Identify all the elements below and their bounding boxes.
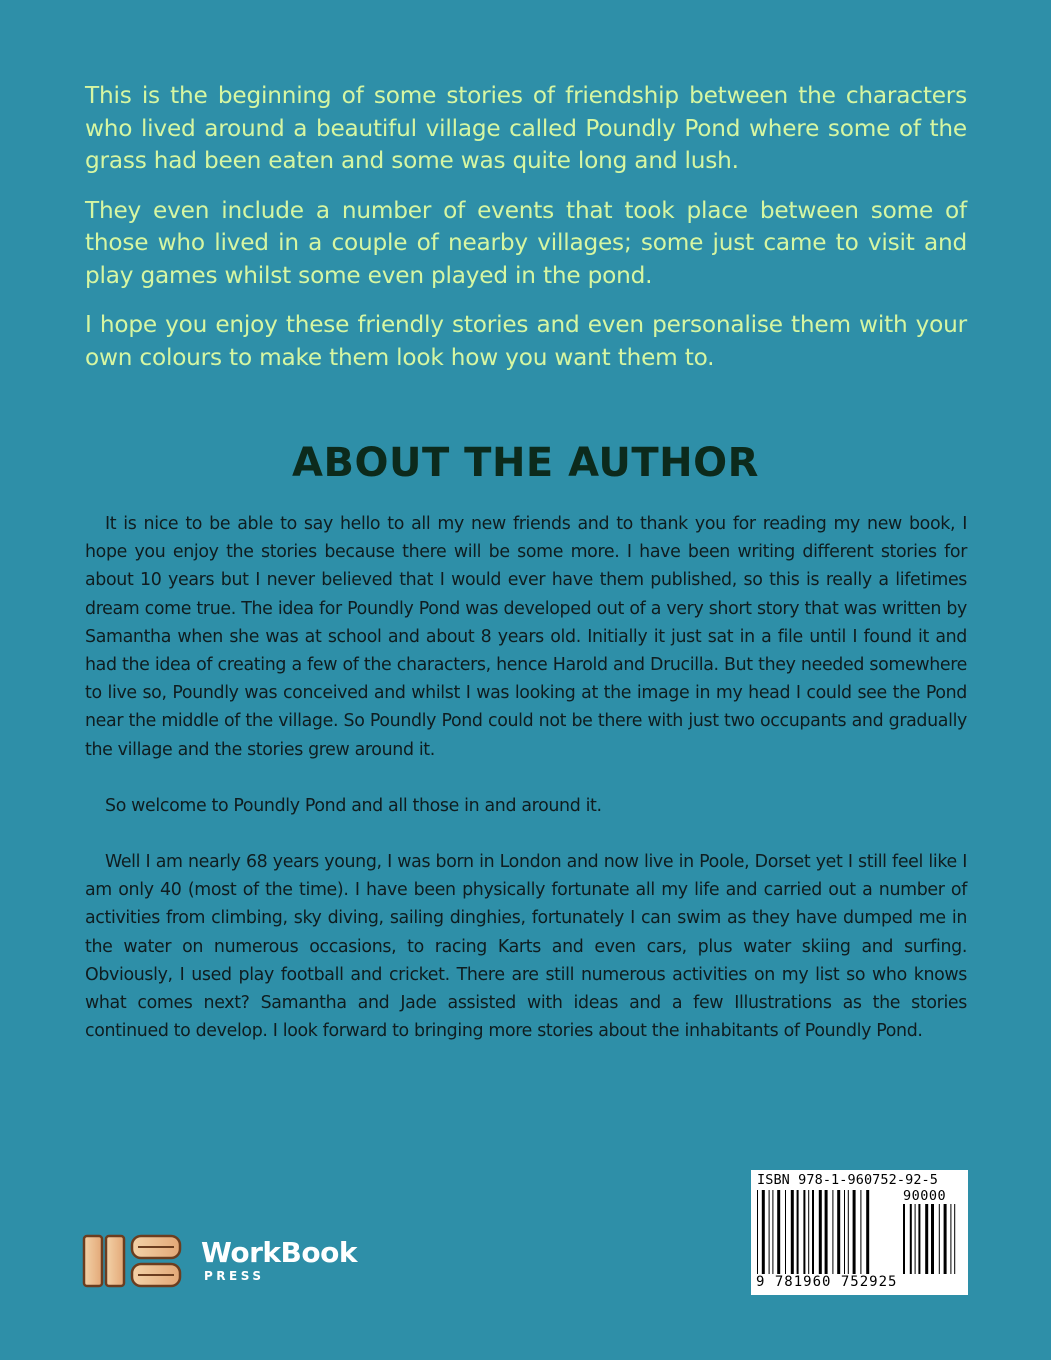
barcode-bar [825, 1190, 828, 1274]
barcode-bar [769, 1190, 770, 1274]
barcode-addon-bar [954, 1204, 955, 1274]
barcode-bar [848, 1190, 849, 1274]
about-author-heading: ABOUT THE AUTHOR [292, 440, 759, 486]
barcode-addon-bar [925, 1204, 928, 1274]
barcode-addon-bar [910, 1204, 912, 1274]
barcode-bar [832, 1190, 833, 1274]
barcode-bar [866, 1190, 869, 1274]
publisher-name: WorkBook [201, 1236, 357, 1269]
barcode-bar [797, 1190, 799, 1274]
barcode-bar [785, 1190, 786, 1274]
bio-paragraph-1: It is nice to be able to say hello to all my new friends and to thank you for reading my new book, I hope you enjoy the stories because there will be some more. I have been writing different stories for about 10 years but I never believed that I would ever have them published, so this is really a lifetimes dream come true. The idea for Poundly Pond was developed out of a very short story that was written by Samantha when she was at school and about 8 years old. Initially it just sat in a file until I found it and had the idea of creating a few of the characters, hence Harold and Drucilla. But they needed somewhere to live so, Poundly was conceived and whilst I was looking at the image in my head I could see the Pond near the middle of the village. So Poundly Pond could not be there with just two occupants and gradually the village and the stories grew around it. [85, 514, 967, 760]
back-cover-blurb [85, 80, 967, 391]
barcode-bar [772, 1190, 773, 1274]
isbn-label: ISBN 978-1-960752-92-5 [757, 1172, 939, 1188]
barcode-bar [791, 1190, 794, 1274]
barcode-addon-bar [931, 1204, 934, 1274]
barcode-bar [757, 1190, 758, 1274]
barcode-addon-bar [903, 1204, 905, 1274]
barcode-bar [762, 1190, 765, 1274]
barcode-bar [808, 1190, 809, 1274]
publisher-subtitle: PRESS [204, 1269, 265, 1283]
barcode-bar [777, 1190, 780, 1274]
barcode-addon-bar [915, 1204, 916, 1274]
barcode-bar [844, 1190, 845, 1274]
barcode-bar [860, 1190, 861, 1274]
blurb-paragraph-1: This is the beginning of some stories of friendship between the characters who lived around a beautiful village called Poundly Pond where some of the grass had been eaten and some was quite long and lush. [85, 82, 967, 174]
barcode-bar [812, 1190, 814, 1274]
blurb-paragraph-3: I hope you enjoy these friendly stories and even personalise them with your own colours to make them look how you want them to. [85, 311, 967, 371]
bio-paragraph-3: Well I am nearly 68 years young, I was born in London and now live in Poole, Dorset yet I still feel like I am only 40 (most of the time). I have been physically fortunate all my life and carried out a number of activities from climbing, sky diving, sailing dinghies, fortunately I can swim as they have dumped me in the water on numerous occasions, to racing Karts and even cars, plus water skiing and surfing. Obviously, I used play football and cricket. There are still numerous activities on my list so who knows what comes next? Samantha and Jade assisted with ideas and a few Illustrations as the stories continued to develop. I look forward to bringing more stories about the inhabitants of Poundly Pond. [85, 852, 967, 1042]
barcode-bar [819, 1190, 822, 1274]
barcode-addon-bar [939, 1204, 940, 1274]
barcode-addon-bar [950, 1204, 951, 1274]
bio-paragraph-2: So welcome to Poundly Pond and all those in and around it. [105, 795, 602, 816]
publisher-logo [82, 1234, 382, 1290]
barcode-addon-bar [918, 1204, 920, 1274]
barcode-bar [853, 1190, 856, 1274]
barcode-addon-bar [944, 1204, 947, 1274]
barcode-bar [803, 1190, 805, 1274]
price-code: 90000 [903, 1188, 947, 1204]
barcode-bar [837, 1190, 840, 1274]
workbook-logo-icon [82, 1234, 188, 1290]
author-bio [85, 510, 967, 1073]
isbn-barcode [751, 1170, 968, 1295]
blurb-paragraph-2: They even include a number of events that took place between some of those who lived in a couple of nearby villages; some just came to visit and play games whilst some even played in the pond. [85, 196, 967, 289]
ean-digits: 9 781960 752925 [756, 1274, 898, 1290]
